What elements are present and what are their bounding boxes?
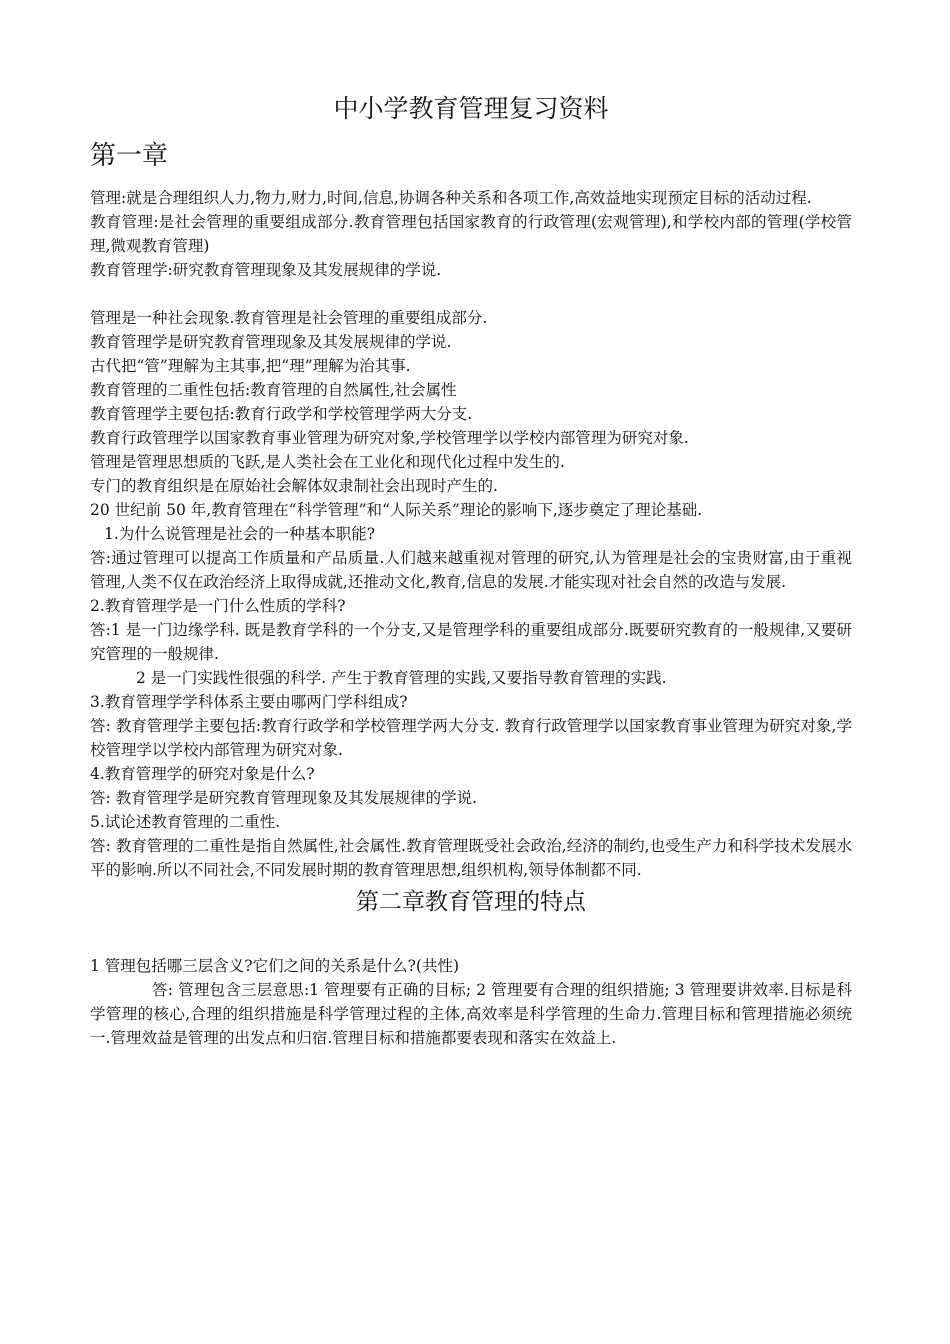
definition-management: 管理:就是合理组织人力,物力,财力,时间,信息,协调各种关系和各项工作,高效益地实现预定目标的活动过程.	[90, 189, 812, 207]
answer-4: 答: 教育管理学是研究教育管理现象及其发展规律的学说.	[90, 789, 478, 807]
question-3: 3.教育管理学学科体系主要由哪两门学科组成?	[90, 693, 408, 711]
document-content	[90, 92, 852, 1050]
chapter-2-heading: 第二章教育管理的特点	[356, 889, 586, 915]
fact-line: 管理是一种社会现象.教育管理是社会管理的重要组成部分.	[90, 309, 488, 327]
definition-education-management-science: 教育管理学:研究教育管理现象及其发展规律的学说.	[90, 261, 442, 279]
fact-line: 古代把“管”理解为主其事,把“理”理解为治其事.	[90, 357, 411, 375]
fact-line: 教育管理学主要包括:教育行政学和学校管理学两大分支.	[90, 405, 473, 423]
fact-line: 管理是管理思想质的飞跃,是人类社会在工业化和现代化过程中发生的.	[90, 453, 565, 471]
spacer	[90, 282, 852, 306]
answer-2-part-2: 2 是一门实践性很强的科学. 产生于教育管理的实践,又要指导教育管理的实践.	[136, 669, 667, 687]
fact-line: 专门的教育组织是在原始社会解体奴隶制社会出现时产生的.	[90, 477, 498, 495]
question-2: 2.教育管理学是一门什么性质的学科?	[90, 597, 346, 615]
question-1: 1.为什么说管理是社会的一种基本职能?	[104, 525, 376, 543]
definition-education-management: 教育管理:是社会管理的重要组成部分.教育管理包括国家教育的行政管理(宏观管理),和学校内部的管理(学校管理,微观教育管理)	[90, 213, 852, 255]
fact-line: 教育管理学是研究教育管理现象及其发展规律的学说.	[90, 333, 452, 351]
question-4: 4.教育管理学的研究对象是什么?	[90, 765, 315, 783]
answer-5: 答: 教育管理的二重性是指自然属性,社会属性.教育管理既受社会政治,经济的制约,也受生产力和科学技术发展水平的影响.所以不同社会,不同发展时期的教育管理思想,组织机构,领导体制都不同.	[90, 837, 852, 879]
answer-1: 答:通过管理可以提高工作质量和产品质量.人们越来越重视对管理的研究,认为管理是社会的宝贵财富,由于重视管理,人类不仅在政治经济上取得成就,还推动文化,教育,信息的发展.才能实现对社会自然的改造与发展.	[90, 549, 852, 591]
document-title: 中小学教育管理复习资料	[333, 94, 609, 123]
fact-line: 教育行政管理学以国家教育事业管理为研究对象,学校管理学以学校内部管理为研究对象.	[90, 429, 689, 447]
chapter-1-heading: 第一章	[90, 141, 169, 171]
chapter-2-question-1: 1 管理包括哪三层含义?它们之间的关系是什么?(共性)	[90, 957, 460, 975]
fact-line: 20 世纪前 50 年,教育管理在“科学管理”和“人际关系”理论的影响下,逐步奠定了理论基础.	[90, 501, 703, 519]
answer-3: 答: 教育管理学主要包括:教育行政学和学校管理学两大分支. 教育行政管理学以国家教育事业管理为研究对象,学校管理学以学校内部管理为研究对象.	[90, 717, 852, 759]
chapter-2-answer-1: 答: 管理包含三层意思:1 管理要有正确的目标; 2 管理要有合理的组织措施; 3 管理要讲效率.目标是科学管理的核心,合理的组织措施是科学管理过程的主体,高效率是科学管理的生命力.管理目标和管理措施必须统一.管理效益是管理的出发点和归宿.管理目标和措施都要表现和落实在效益上.	[90, 981, 852, 1047]
answer-2-part-1: 答:1 是一门边缘学科. 既是教育学科的一个分支,又是管理学科的重要组成部分.既要研究教育的一般规律,又要研究管理的一般规律.	[90, 621, 852, 663]
question-5: 5.试论述教育管理的二重性.	[90, 813, 281, 831]
fact-line: 教育管理的二重性包括:教育管理的自然属性,社会属性	[90, 381, 457, 399]
